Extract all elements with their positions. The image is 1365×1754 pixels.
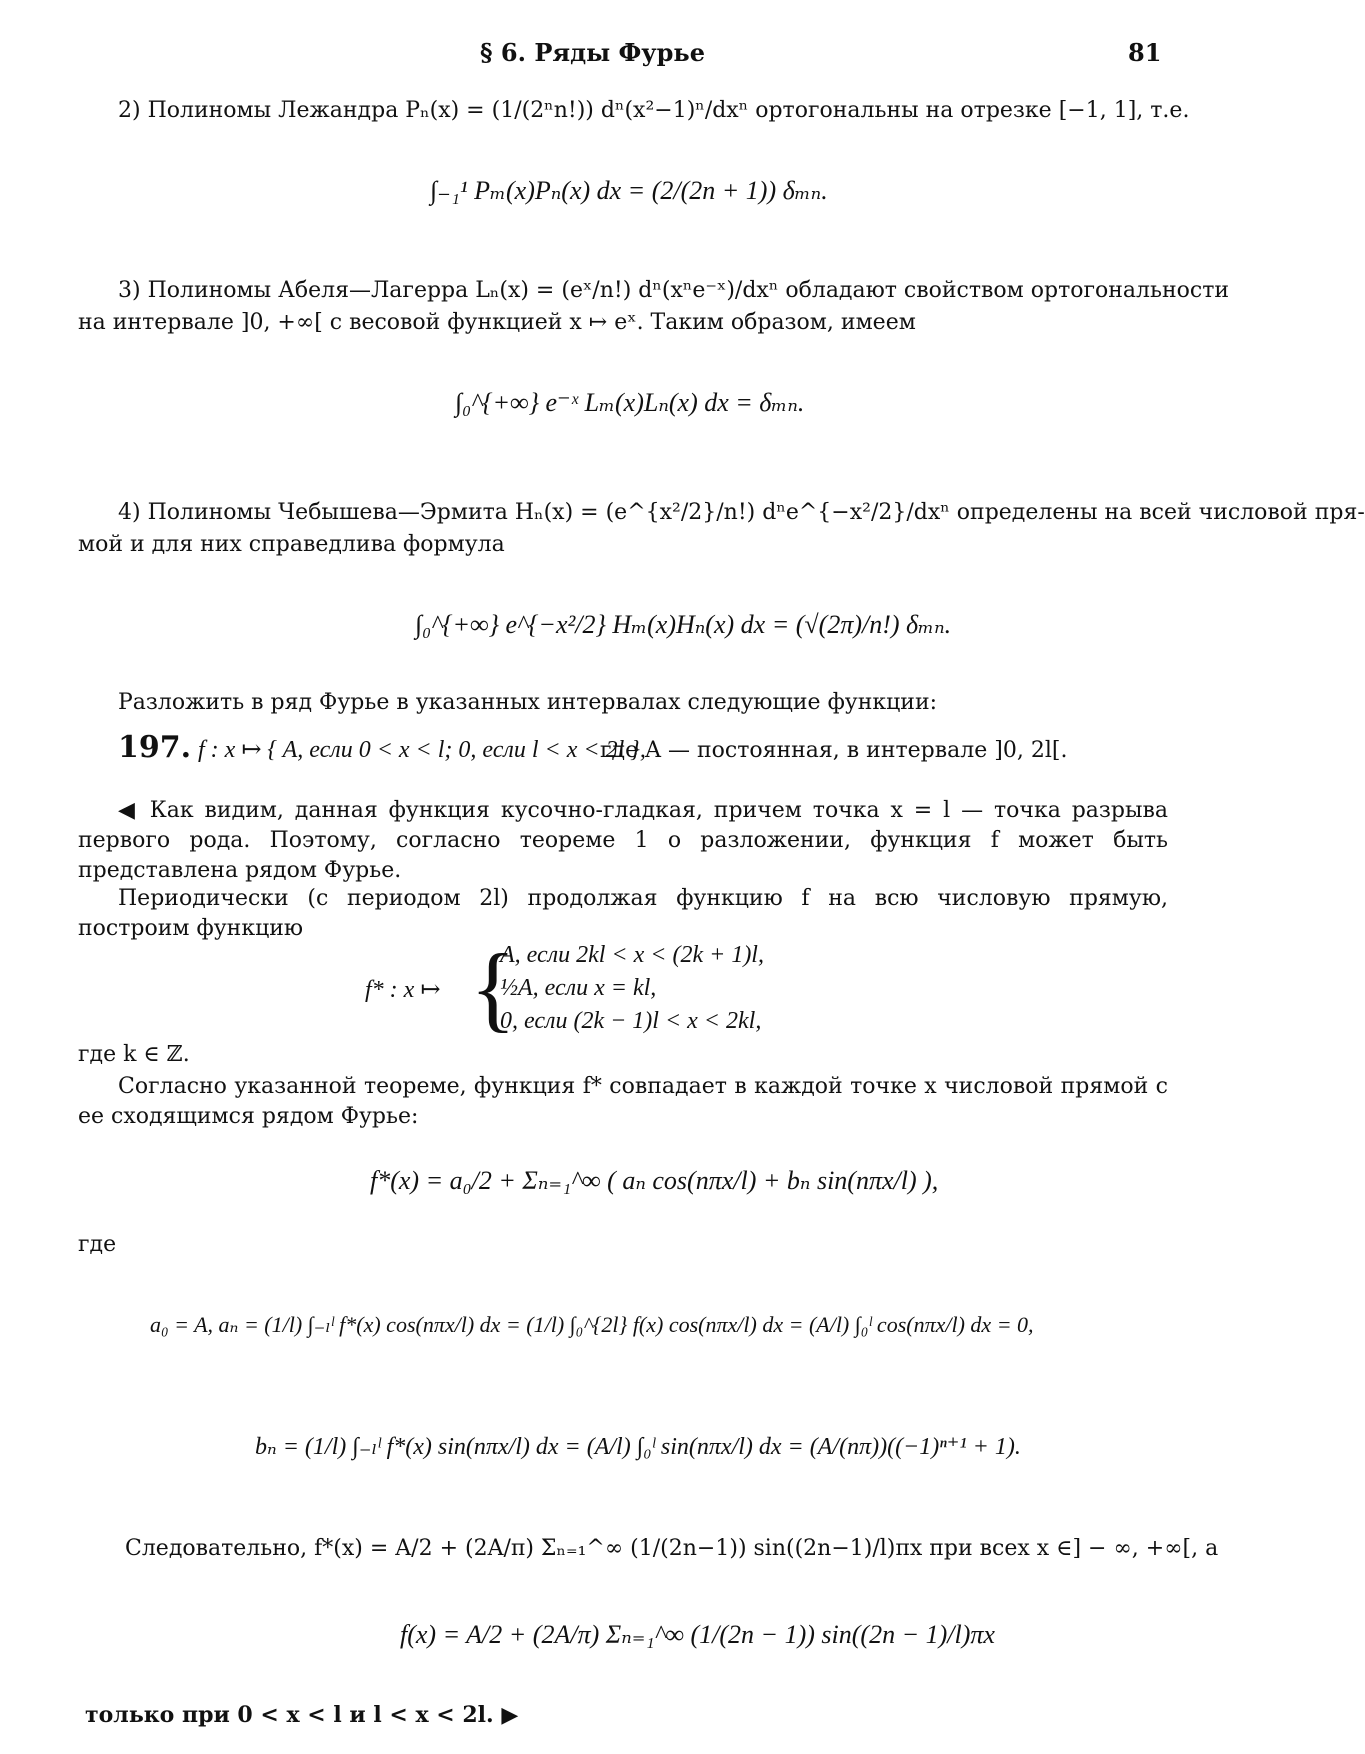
solution-paragraph-3: Согласно указанной теореме, функция f* совпадает в каждой точке x числовой прямой с ее сходящимся рядом Фурье: (78, 1074, 1168, 1129)
page-number: 81 (1128, 38, 1162, 67)
fstar-brace: { (470, 934, 517, 1041)
solution-paragraph-1: ◀ Как видим, данная функция кусочно-гладкая, причем точка x = l — точка разрыва первого рода. Поэтому, согласно теореме 1 о разложении, функция f может быть представлена рядом Фурье. (78, 798, 1168, 883)
problem-number: 197. (118, 730, 192, 765)
fstar-case-2: ½A, если x = kl, (500, 975, 657, 1001)
final-note: только при 0 < x < l и l < x < 2l. ▶ (85, 1702, 519, 1728)
task-intro: Разложить в ряд Фурье в указанных интервалах следующие функции: (118, 690, 938, 715)
fstar-case-1: A, если 2kl < x < (2k + 1)l, (500, 942, 764, 968)
laguerre-line-1: 3) Полиномы Абеля—Лагерра Lₙ(x) = (eˣ/n!) dⁿ(xⁿe⁻ˣ)/dxⁿ обладают свойством ортогональности (118, 278, 1230, 303)
fourier-series-formula: f*(x) = a₀/2 + Σₙ₌₁^∞ ( aₙ cos(nπx/l) + bₙ sin(nπx/l) ), (370, 1166, 939, 1195)
fstar-case-3: 0, если (2k − 1)l < x < 2kl, (500, 1008, 762, 1034)
solution-paragraph-2: Периодически (с периодом 2l) продолжая функцию f на всю числовую прямую, построим функцию (78, 886, 1168, 941)
hermite-line-1: 4) Полиномы Чебышева—Эрмита Hₙ(x) = (e^{x²/2}/n!) dⁿe^{−x²/2}/dxⁿ определены на всей числовой пря- (118, 500, 1365, 525)
k-in-z: где k ∈ ℤ. (78, 1042, 190, 1067)
a-coefficients-formula: a₀ = A, aₙ = (1/l) ∫₋ₗˡ f*(x) cos(nπx/l) dx = (1/l) ∫₀^{2l} f(x) cos(nπx/l) dx = (A/l) ∫₀ˡ cos(nπx/l) dx = 0, (150, 1312, 1034, 1337)
where-label: где (78, 1232, 117, 1257)
task-interval: где A — постоянная, в интервале ]0, 2l[. (600, 738, 1068, 763)
legendre-formula: ∫₋₁¹ Pₘ(x)Pₙ(x) dx = (2/(2n + 1)) δₘₙ. (430, 176, 828, 205)
laguerre-formula: ∫₀^{+∞} e⁻ˣ Lₘ(x)Lₙ(x) dx = δₘₙ. (455, 388, 805, 417)
conclusion-line: Следовательно, f*(x) = A/2 + (2A/π) Σₙ₌₁^∞ (1/(2n−1)) sin((2n−1)/l)πx при всех x ∈] − ∞, +∞[, а (125, 1536, 1219, 1561)
section-title: § 6. Ряды Фурье (480, 38, 705, 67)
final-series-formula: f(x) = A/2 + (2A/π) Σₙ₌₁^∞ (1/(2n − 1)) sin((2n − 1)/l)πx (400, 1620, 995, 1649)
hermite-line-2: мой и для них справедлива формула (78, 532, 505, 557)
b-coefficients-formula: bₙ = (1/l) ∫₋ₗˡ f*(x) sin(nπx/l) dx = (A/l) ∫₀ˡ sin(nπx/l) dx = (A/(nπ))((−1)ⁿ⁺¹ + 1). (255, 1434, 1021, 1460)
fstar-lhs: f* : x ↦ (365, 977, 441, 1003)
laguerre-line-2: на интервале ]0, +∞[ с весовой функцией x ↦ eˣ. Таким образом, имеем (78, 310, 916, 335)
hermite-formula: ∫₀^{+∞} e^{−x²/2} Hₘ(x)Hₙ(x) dx = (√(2π)/n!) δₘₙ. (415, 610, 952, 639)
task-definition: f : x ↦ { A, если 0 < x < l; 0, если l < x < 2l }, (198, 737, 646, 763)
legendre-line: 2) Полиномы Лежандра Pₙ(x) = (1/(2ⁿn!)) dⁿ(x²−1)ⁿ/dxⁿ ортогональны на отрезке [−1, 1], т.е. (118, 98, 1190, 123)
